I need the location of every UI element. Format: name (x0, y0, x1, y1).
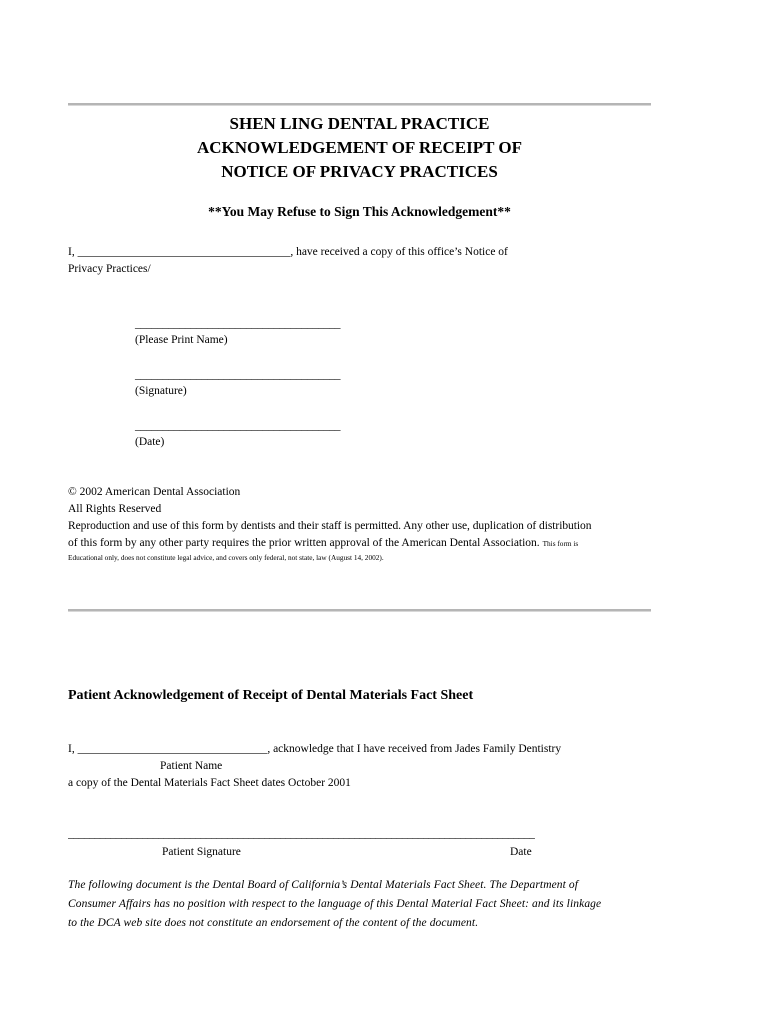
date-field[interactable] (135, 418, 340, 451)
dca-disclaimer-line1: The following document is the Dental Board of California’s Dental Materials Fact Sheet. The Department of (68, 879, 579, 891)
date-line: _____________________________________ (135, 420, 341, 432)
signature-line: _____________________________________ (135, 369, 341, 381)
privacy-statement-line2: Privacy Practices/ (68, 263, 151, 275)
fact-sheet-heading: Patient Acknowledgement of Receipt of Dental Materials Fact Sheet (68, 688, 474, 703)
patient-signature-label: Patient Signature (162, 846, 241, 858)
title-line-practice: SHEN LING DENTAL PRACTICE (229, 114, 490, 133)
educational-notice-start: This form is (542, 539, 579, 548)
print-name-label: (Please Print Name) (135, 334, 228, 346)
document-title (68, 112, 651, 184)
signature-date-label: Date (510, 846, 532, 858)
copyright-line: © 2002 American Dental Association (68, 486, 241, 498)
print-name-line: _____________________________________ (135, 318, 341, 330)
rights-reserved: All Rights Reserved (68, 503, 162, 515)
title-line-acknowledgement: ACKNOWLEDGEMENT OF RECEIPT OF (196, 138, 523, 157)
signature-field[interactable] (135, 367, 340, 400)
fact-sheet-statement: I, _________________________________, acknowledge that I have received from Jades Family Dentistry (68, 743, 562, 755)
privacy-statement (68, 244, 651, 278)
copyright-block (68, 484, 658, 564)
reproduction-notice: Reproduction and use of this form by dentists and their staff is permitted. Any other use, duplication of distribution (68, 520, 592, 532)
middle-divider (68, 609, 651, 612)
dca-disclaimer (68, 876, 668, 933)
approval-notice-text: of this form by any other party requires the prior written approval of the American Dental Association. (68, 537, 540, 549)
privacy-statement-line1: I, _____________________________________, have received a copy of this office’s Notice of (68, 246, 508, 258)
signature-label: (Signature) (135, 385, 187, 397)
dca-disclaimer-line2: Consumer Affairs has no position with respect to the language of this Dental Material Fact Sheet: and its linkage (68, 898, 602, 910)
fact-sheet-statement-line2: a copy of the Dental Materials Fact Sheet dates October 2001 (68, 777, 351, 789)
print-name-field[interactable] (135, 316, 340, 349)
title-line-notice: NOTICE OF PRIVACY PRACTICES (221, 162, 498, 181)
top-divider (68, 103, 651, 106)
refuse-notice: **You May Refuse to Sign This Acknowledgement** (208, 204, 511, 219)
patient-name-label: Patient Name (160, 760, 223, 772)
patient-signature-line[interactable]: ________________________________________________________________________________________ (68, 828, 535, 840)
educational-notice: Educational only, does not constitute legal advice, and covers only federal, not state, law (August 14, 2002). (68, 553, 384, 562)
date-label: (Date) (135, 436, 165, 448)
approval-notice (68, 535, 658, 552)
dca-disclaimer-line3: to the DCA web site does not constitute an endorsement of the content of the document. (68, 917, 479, 929)
